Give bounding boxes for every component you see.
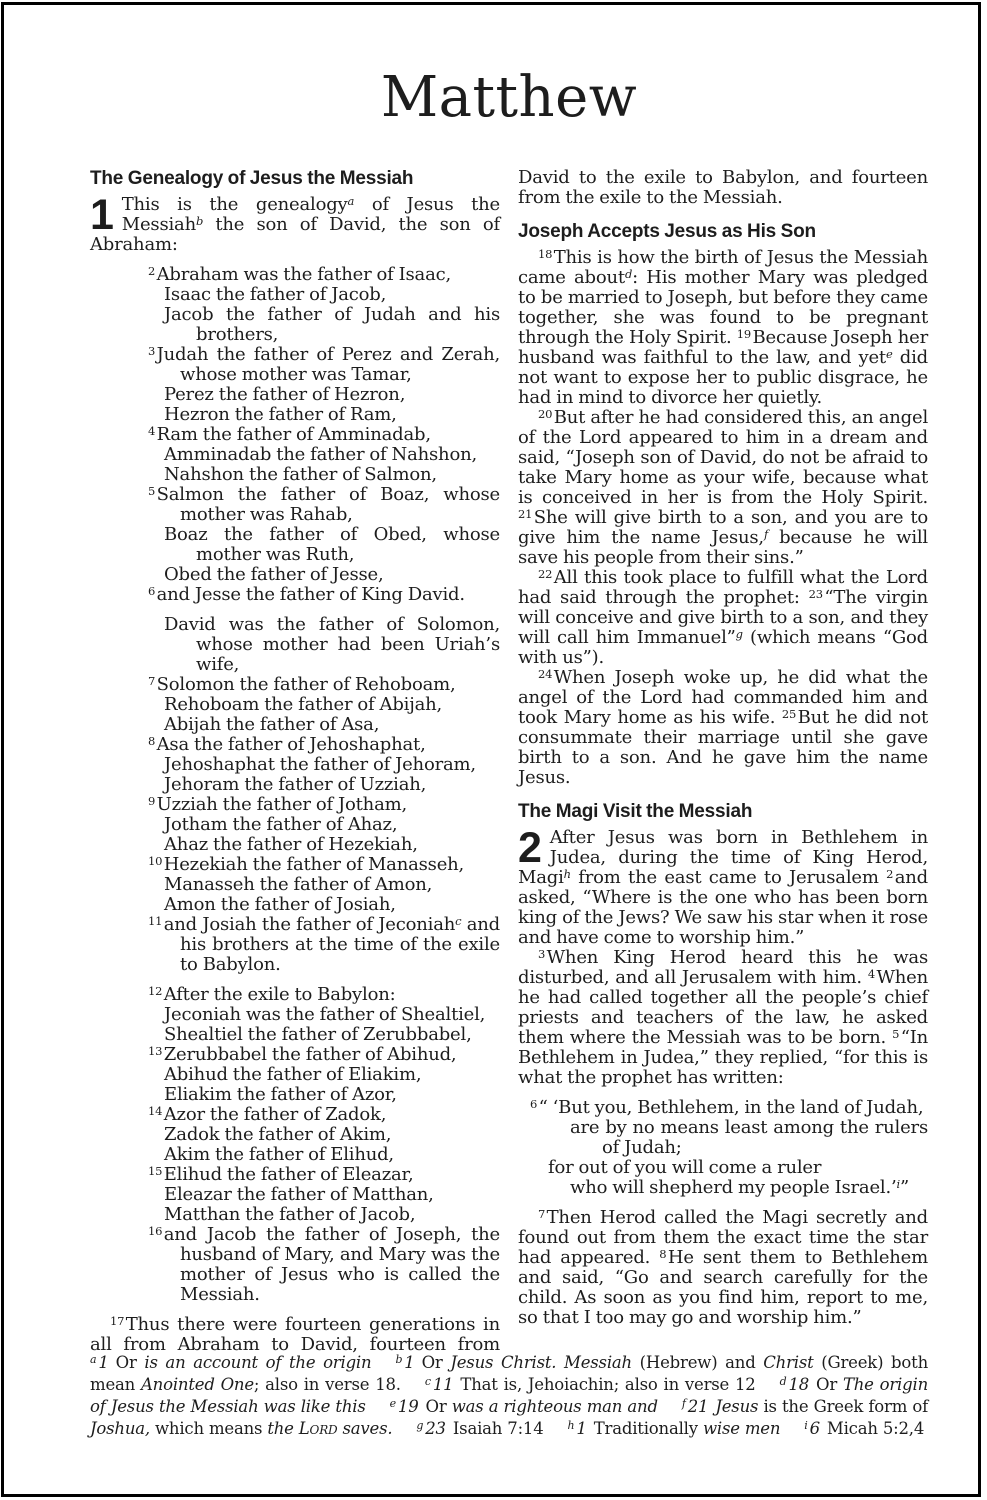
footnote-verse: 1 <box>404 1353 415 1372</box>
poetry-line: Jehoshaphat the father of Jehoram, <box>164 754 476 775</box>
poetry-line: $^{10}$Hezekiah the father of Manasseh, <box>148 854 465 875</box>
poetry-line: Akim the father of Elihud, <box>164 1144 394 1165</box>
verse-number: 8 <box>659 1247 667 1261</box>
footnote-entry: $^h$ 1 Traditionally wise men <box>567 1419 781 1438</box>
footnote-letter: g <box>416 1419 424 1432</box>
poetry-line: Rehoboam the father of Abijah, <box>164 694 443 715</box>
poetry-line: Zadok the father of Akim, <box>164 1124 392 1145</box>
poetry-line: $^{12}$After the exile to Babylon: <box>148 984 396 1005</box>
verse-number: 4 <box>867 967 875 981</box>
verse-paragraph: $^7$Then Herod called the Magi secretly and found out from them the exact time the star had appeared. $^8$He sent them to Bethlehem and said, “Go and search carefully for the child. As soon as you find him, report to me, so that I too may go and worship him.” <box>518 1207 929 1328</box>
section-heading: The Magi Visit the Messiah <box>518 801 753 822</box>
two-column-text <box>90 168 928 1355</box>
poetry-line: David was the father of Solomon, whose mother had been Uriah’s wife, <box>164 614 500 675</box>
footnote-entry: $^c$ 11 That is, Jehoiachin; also in verse 12 <box>424 1375 756 1394</box>
poetry-line: Ahaz the father of Hezekiah, <box>164 834 418 855</box>
verse-number: 23 <box>808 587 823 601</box>
poetry-line: $^5$Salmon the father of Boaz, whose mother was Rahab, <box>148 484 500 525</box>
footnote-letter: d <box>779 1375 787 1388</box>
poetry-line: $^{11}$and Josiah the father of Jeconiah$^c$ and his brothers at the time of the exile to Babylon. <box>148 914 500 975</box>
footnote-marker: b <box>195 214 204 228</box>
footnote-text: Jesus Christ. <box>450 1353 557 1372</box>
verse-number: 17 <box>110 1314 125 1328</box>
poetry-line: Hezron the father of Ram, <box>164 404 397 425</box>
poetry-line: $^4$Ram the father of Amminadab, <box>148 424 431 445</box>
footnote-verse: 1 <box>98 1353 109 1372</box>
poetry-line: Amminadab the father of Nahshon, <box>164 444 477 465</box>
footnote-entry: $^i$ 6 Micah 5:2,4 <box>804 1419 925 1438</box>
footnote-verse: 19 <box>397 1397 419 1416</box>
footnote-entry: $^a$ 1 Or is an account of the origin <box>90 1353 372 1372</box>
footnote-marker: g <box>735 627 743 641</box>
verse-number: 25 <box>781 707 797 721</box>
poetry-line: $^{14}$Azor the father of Zadok, <box>148 1104 387 1125</box>
footnote-verse: 1 <box>576 1419 587 1438</box>
poetry-line: Manasseh the father of Amon, <box>164 874 433 895</box>
verse-paragraph: David to the exile to Babylon, and fourteen from the exile to the Messiah. <box>518 167 928 208</box>
footnote-letter: a <box>90 1353 97 1366</box>
verse-paragraph: $^{20}$But after he had considered this, an angel of the Lord appeared to him in a dream and said, “Joseph son of David, do not be afraid to take Mary home as your wife, because what is conceived in her is from the Holy Spirit. $^{21}$She will give birth to a son, and you are to give him the name Jesus,$^f$ because he will save his people from their sins.” <box>518 407 928 568</box>
verse-paragraph: $^{17}$Thus there were fourteen generations in all from Abraham to David, fourteen from <box>90 1314 500 1355</box>
verse-number: 15 <box>148 1164 163 1178</box>
verse-number: 13 <box>148 1044 163 1058</box>
footnote-letter: f <box>681 1397 686 1410</box>
verse-number: 14 <box>148 1104 163 1118</box>
footnote-text: is an account of the origin <box>144 1353 372 1372</box>
section-heading: The Genealogy of Jesus the Messiah <box>90 168 414 189</box>
verse-number: 20 <box>538 407 553 421</box>
poetry-line: Shealtiel the father of Zerubbabel, <box>164 1024 472 1045</box>
book-title: Matthew <box>380 65 638 130</box>
footnote-marker: e <box>885 347 893 361</box>
verse-number: 6 <box>148 584 156 598</box>
poetry-line: Jacob the father of Judah and his brothers, <box>164 304 500 345</box>
poetry-line: Boaz the father of Obed, whose mother was Ruth, <box>164 524 500 565</box>
poetry-line: are by no means least among the rulers of Judah; <box>570 1117 928 1158</box>
poetry-line: Jotham the father of Ahaz, <box>164 814 398 835</box>
verse-number: 10 <box>148 854 163 868</box>
poetry-line: $^6$“ ‘But you, Bethlehem, in the land of Judah, <box>530 1097 924 1118</box>
verse-paragraph: 2 After Jesus was born in Bethlehem in Judea, during the time of King Herod, Magi$^h$ from the east came to Jerusalem $^2$and asked, “Where is the one who has been born king of the Jews? We saw his star when it rose and have come to worship him.” <box>518 824 928 948</box>
footnote-marker: i <box>896 1177 901 1191</box>
footnote-marker: h <box>563 867 571 881</box>
footnote-text: Christ <box>763 1353 814 1372</box>
footnote-text: Jesus <box>715 1397 759 1416</box>
verse-number: 16 <box>148 1224 163 1238</box>
footnote-letter: h <box>567 1419 575 1432</box>
poetry-line: Eliakim the father of Azor, <box>164 1084 397 1105</box>
poetry-line: Perez the father of Hezron, <box>164 384 406 405</box>
poetry-block <box>90 985 500 1305</box>
poetry-line: $^7$Solomon the father of Rehoboam, <box>148 674 456 695</box>
verse-number: 2 <box>886 867 894 881</box>
footnote-verse: 23 <box>425 1419 446 1438</box>
footnote-text: wise men <box>702 1419 781 1438</box>
footnote-letter: c <box>424 1375 431 1388</box>
footnote-verse: 18 <box>788 1375 810 1394</box>
poetry-line: Amon the father of Josiah, <box>164 894 396 915</box>
footnote-text: Joshua, <box>90 1419 150 1438</box>
footnote-entry: $^d$ 18 Or The origin of Jesus the Messiah was like this <box>90 1375 928 1416</box>
poetry-line: $^{16}$and Jacob the father of Joseph, the husband of Mary, and Mary was the mother of Jesus who is called the Messiah. <box>148 1224 500 1305</box>
verse-number: 8 <box>148 734 156 748</box>
footnote-text: was a righteous man and <box>451 1397 658 1416</box>
verse-number: 3 <box>148 344 156 358</box>
chapter-number: 1 <box>90 191 114 239</box>
poetry-line: $^{13}$Zerubbabel the father of Abihud, <box>148 1044 457 1065</box>
footnote-verse: 21 <box>687 1397 709 1416</box>
poetry-line: Eleazar the father of Matthan, <box>164 1184 434 1205</box>
section-heading: Joseph Accepts Jesus as His Son <box>518 221 816 242</box>
footnote-verse: 6 <box>809 1419 820 1438</box>
poetry-line: $^{15}$Elihud the father of Eleazar, <box>148 1164 414 1185</box>
poetry-line: Abijah the father of Asa, <box>164 714 380 735</box>
poetry-line: $^2$Abraham was the father of Isaac, <box>148 264 452 285</box>
footnote-letter: e <box>389 1397 396 1410</box>
verse-number: 21 <box>518 507 533 521</box>
poetry-line: Jeconiah was the father of Shealtiel, <box>164 1004 486 1025</box>
footnote-letter: b <box>395 1353 403 1366</box>
footnote-entry: $^g$ 23 Isaiah 7:14 <box>416 1419 544 1438</box>
verse-number: 19 <box>736 327 752 341</box>
footnote-letter: i <box>804 1419 808 1432</box>
footnote-text: Messiah <box>564 1353 632 1372</box>
verse-paragraph: $^{18}$This is how the birth of Jesus the Messiah came about$^d$: His mother Mary was pledged to be married to Joseph, but before they came together, she was found to be pregnant through the Holy Spirit. $^{19}$Because Joseph her husband was faithful to the law, and yet$^e$ did not want to expose her to public disgrace, he had in mind to divorce her quietly. <box>518 247 928 408</box>
verse-number: 9 <box>148 794 156 808</box>
poetry-block <box>90 615 500 975</box>
footnote-marker: a <box>347 194 355 208</box>
column-left <box>90 168 500 1355</box>
verse-number: 4 <box>148 424 156 438</box>
verse-paragraph: $^{22}$All this took place to fulfill what the Lord had said through the prophet: $^{23}$“The virgin will conceive and give birth to a son, and they will call him Immanuel”$^g$ (which means “God with us”). <box>518 567 928 668</box>
verse-number: 5 <box>892 1027 900 1041</box>
footnote-text: saves. <box>337 1419 393 1438</box>
verse-number: 7 <box>538 1207 546 1221</box>
footnote-entry: $^f$ 21 Jesus is the Greek form of Joshua, which means the Lord saves. <box>90 1397 928 1438</box>
verse-number: 3 <box>538 947 546 961</box>
footnote-marker: d <box>624 267 633 281</box>
poetry-line: $^8$Asa the father of Jehoshaphat, <box>148 734 426 755</box>
footnote-marker: c <box>455 914 462 928</box>
verse-number: 6 <box>530 1097 538 1111</box>
footnote-verse: 11 <box>432 1375 454 1394</box>
footnote-entry: $^e$ 19 Or was a righteous man and <box>389 1397 658 1416</box>
verse-number: 18 <box>538 247 553 261</box>
verse-paragraph: $^3$When King Herod heard this he was disturbed, and all Jerusalem with him. $^4$When he had called together all the people’s chief priests and teachers of the law, he asked them where the Messiah was to be born. $^5$“In Bethlehem in Judea,” they replied, “for this is what the prophet has written: <box>518 947 928 1088</box>
poetry-line: $^9$Uzziah the father of Jotham, <box>148 794 407 815</box>
poetry-line: Isaac the father of Jacob, <box>164 284 387 305</box>
verse-number: 12 <box>148 984 163 998</box>
poetry-line: who will shepherd my people Israel.’$^i$” <box>570 1177 910 1198</box>
verse-number: 24 <box>538 667 553 681</box>
footnotes <box>90 1352 928 1440</box>
poetry-line: $^3$Judah the father of Perez and Zerah, whose mother was Tamar, <box>148 344 500 385</box>
verse-number: 2 <box>148 264 156 278</box>
verse-number: 22 <box>538 567 553 581</box>
poetry-line: $^6$and Jesse the father of King David. <box>148 584 465 605</box>
poetry-line: Obed the father of Jesse, <box>164 564 384 585</box>
chapter-number: 2 <box>518 824 542 872</box>
verse-paragraph: $^{24}$When Joseph woke up, he did what the angel of the Lord had commanded him and took Mary home as his wife. $^{25}$But he did not consummate their marriage until she gave birth to a son. And he gave him the name Jesus. <box>518 667 928 788</box>
verse-paragraph: 1 This is the genealogy$^a$ of Jesus the Messiah$^b$ the son of David, the son of Abraham: <box>90 191 501 255</box>
footnote-text: Lord <box>298 1419 338 1438</box>
verse-number: 11 <box>148 914 163 928</box>
poetry-line: Matthan the father of Jacob, <box>164 1204 416 1225</box>
footnote-marker: f <box>763 527 769 541</box>
poetry-block <box>90 265 500 605</box>
poetry-line: for out of you will come a ruler <box>548 1157 822 1178</box>
poetry-line: Jehoram the father of Uzziah, <box>164 774 427 795</box>
column-right <box>518 168 928 1355</box>
verse-number: 5 <box>148 484 156 498</box>
poetry-line: Nahshon the father of Salmon, <box>164 464 437 485</box>
poetry-line: Abihud the father of Eliakim, <box>164 1064 422 1085</box>
footnote-text: The origin of Jesus the Messiah was like this <box>90 1375 928 1416</box>
footnote-text: the <box>267 1419 299 1438</box>
footnote-entry: $^b$ 1 Or Jesus Christ. Messiah (Hebrew) and Christ (Greek) both mean Anointed One; also in verse 18. <box>90 1353 928 1394</box>
poetry-block <box>518 1098 928 1198</box>
verse-number: 7 <box>148 674 156 688</box>
footnote-text: Anointed One <box>140 1375 254 1394</box>
